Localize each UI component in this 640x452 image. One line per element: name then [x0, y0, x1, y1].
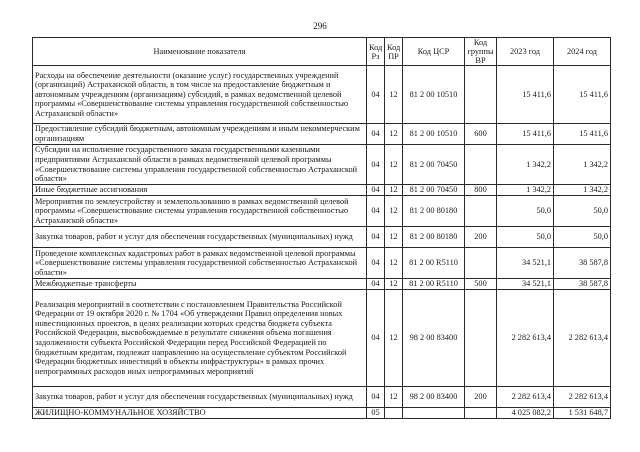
row-csr: 81 2 00 70450: [403, 145, 465, 185]
header-csr: Код ЦСР: [403, 38, 465, 66]
row-2023: 4 025 082,2: [497, 408, 554, 419]
row-2023: 2 282 613,4: [497, 290, 554, 387]
row-pr: 12: [385, 290, 403, 387]
row-rz: 04: [367, 387, 385, 408]
row-vr: [465, 290, 497, 387]
row-2023: 1 342,2: [497, 185, 554, 196]
row-vr: 500: [465, 279, 497, 290]
row-2023: 15 411,6: [497, 66, 554, 124]
table-row: [33, 408, 611, 419]
row-2023: 2 282 613,4: [497, 387, 554, 408]
budget-table: [32, 37, 611, 419]
row-csr: 81 2 00 10510: [403, 66, 465, 124]
table-row: [33, 248, 611, 279]
row-rz: 04: [367, 290, 385, 387]
row-name: Предоставление субсидий бюджетным, автономным учреждениям и иным некоммерческим организациям: [33, 124, 367, 145]
header-name: Наименование показателя: [33, 38, 367, 66]
row-pr: 12: [385, 248, 403, 279]
table-row: [33, 124, 611, 145]
row-2024: 1 342,2: [554, 185, 611, 196]
row-vr: [465, 196, 497, 227]
row-vr: [465, 248, 497, 279]
row-rz: 04: [367, 185, 385, 196]
table-row: [33, 227, 611, 248]
table-row: [33, 279, 611, 290]
row-vr: [465, 66, 497, 124]
row-pr: 12: [385, 196, 403, 227]
row-pr: 12: [385, 66, 403, 124]
row-rz: 05: [367, 408, 385, 419]
row-rz: 04: [367, 145, 385, 185]
row-name: Закупка товаров, работ и услуг для обеспечения государственных (муниципальных) нужд: [33, 227, 367, 248]
row-rz: 04: [367, 66, 385, 124]
row-2024: 2 282 613,4: [554, 387, 611, 408]
row-csr: 81 2 00 80180: [403, 227, 465, 248]
table-row: [33, 145, 611, 185]
row-rz: 04: [367, 279, 385, 290]
row-csr: 81 2 00 70450: [403, 185, 465, 196]
row-vr: 800: [465, 185, 497, 196]
row-2024: 1 342,2: [554, 145, 611, 185]
row-name: Реализация мероприятий в соответствии с постановлением Правительства Российской Федерации от 19 октября 2020 г. № 1704 «Об утверждении Правил определения новых инвестиционных проектов, в целях реализации которых средства бюджета субъекта Российской Федерации, высвобождаемые в результате снижения объема погашения задолженности субъекта Российской Федерации перед Российской Федерацией по бюджетным кредитам, подлежат направлению на осуществление субъектом Российской Федерации бюджетных инвестиций в объекты инфраструктуры» в рамках прочих непрограммных расходов иных непрограммных мероприятий: [33, 290, 367, 387]
row-2024: 38 587,8: [554, 248, 611, 279]
row-name: Закупка товаров, работ и услуг для обеспечения государственных (муниципальных) нужд: [33, 387, 367, 408]
row-csr: 98 2 00 83400: [403, 387, 465, 408]
row-vr: 600: [465, 124, 497, 145]
row-rz: 04: [367, 227, 385, 248]
table-row: [33, 66, 611, 124]
row-name: Иные бюджетные ассигнования: [33, 185, 367, 196]
row-rz: 04: [367, 124, 385, 145]
table-row: [33, 196, 611, 227]
header-vr: Код группы ВР: [465, 38, 497, 66]
row-name: ЖИЛИЩНО-КОММУНАЛЬНОЕ ХОЗЯЙСТВО: [33, 408, 367, 419]
row-rz: 04: [367, 248, 385, 279]
row-2024: 1 531 648,7: [554, 408, 611, 419]
row-name: Расходы на обеспечение деятельности (оказание услуг) государственных учреждений (организаций) Астраханской области, в том числе на предоставление бюджетным и автономным учреждениям (организациям) субсидий, в рамках ведомственной целевой программы «Совершенствование системы управления государственной собственностью Астраханской области»: [33, 66, 367, 124]
row-csr: 81 2 00 10510: [403, 124, 465, 145]
row-2023: 50,0: [497, 227, 554, 248]
row-vr: 200: [465, 227, 497, 248]
row-2024: 38 587,8: [554, 279, 611, 290]
row-2023: 1 342,2: [497, 145, 554, 185]
row-2024: 50,0: [554, 196, 611, 227]
row-2023: 34 521,1: [497, 248, 554, 279]
table-row: [33, 290, 611, 387]
row-csr: 81 2 00 R5110: [403, 248, 465, 279]
header-2024: 2024 год: [554, 38, 611, 66]
row-vr: [465, 145, 497, 185]
row-pr: 12: [385, 124, 403, 145]
row-2023: 34 521,1: [497, 279, 554, 290]
row-2024: 2 282 613,4: [554, 290, 611, 387]
row-name: Мероприятия по землеустройству и землепользованию в рамках ведомственной целевой программы «Совершенствование системы управления государственной собственностью Астраханской области»: [33, 196, 367, 227]
row-rz: 04: [367, 196, 385, 227]
header-pr: Код ПР: [385, 38, 403, 66]
row-pr: 12: [385, 387, 403, 408]
row-name: Проведение комплексных кадастровых работ в рамках ведомственной целевой программы «Совершенствование системы управления государственной собственностью Астраханской области»: [33, 248, 367, 279]
page-number: 296: [313, 21, 327, 31]
row-csr: 81 2 00 R5110: [403, 279, 465, 290]
row-pr: [385, 408, 403, 419]
row-vr: 200: [465, 387, 497, 408]
row-pr: 12: [385, 185, 403, 196]
row-csr: 81 2 00 80180: [403, 196, 465, 227]
row-name: Межбюджетные трансферты: [33, 279, 367, 290]
row-csr: 98 2 00 83400: [403, 290, 465, 387]
header-rz: Код Рз: [367, 38, 385, 66]
row-csr: [403, 408, 465, 419]
row-pr: 12: [385, 145, 403, 185]
header-row: [33, 38, 611, 66]
row-2024: 15 411,6: [554, 66, 611, 124]
row-name: Субсидии на исполнение государственного заказа государственными казенными предприятиями Астраханской области в рамках ведомственной целевой программы «Совершенствование системы управления государственной собственностью Астраханской области»: [33, 145, 367, 185]
row-2023: 15 411,6: [497, 124, 554, 145]
header-2023: 2023 год: [497, 38, 554, 66]
row-vr: [465, 408, 497, 419]
row-2024: 50,0: [554, 227, 611, 248]
row-2023: 50,0: [497, 196, 554, 227]
row-pr: 12: [385, 227, 403, 248]
table-row: [33, 387, 611, 408]
row-2024: 15 411,6: [554, 124, 611, 145]
row-pr: 12: [385, 279, 403, 290]
table-row: [33, 185, 611, 196]
